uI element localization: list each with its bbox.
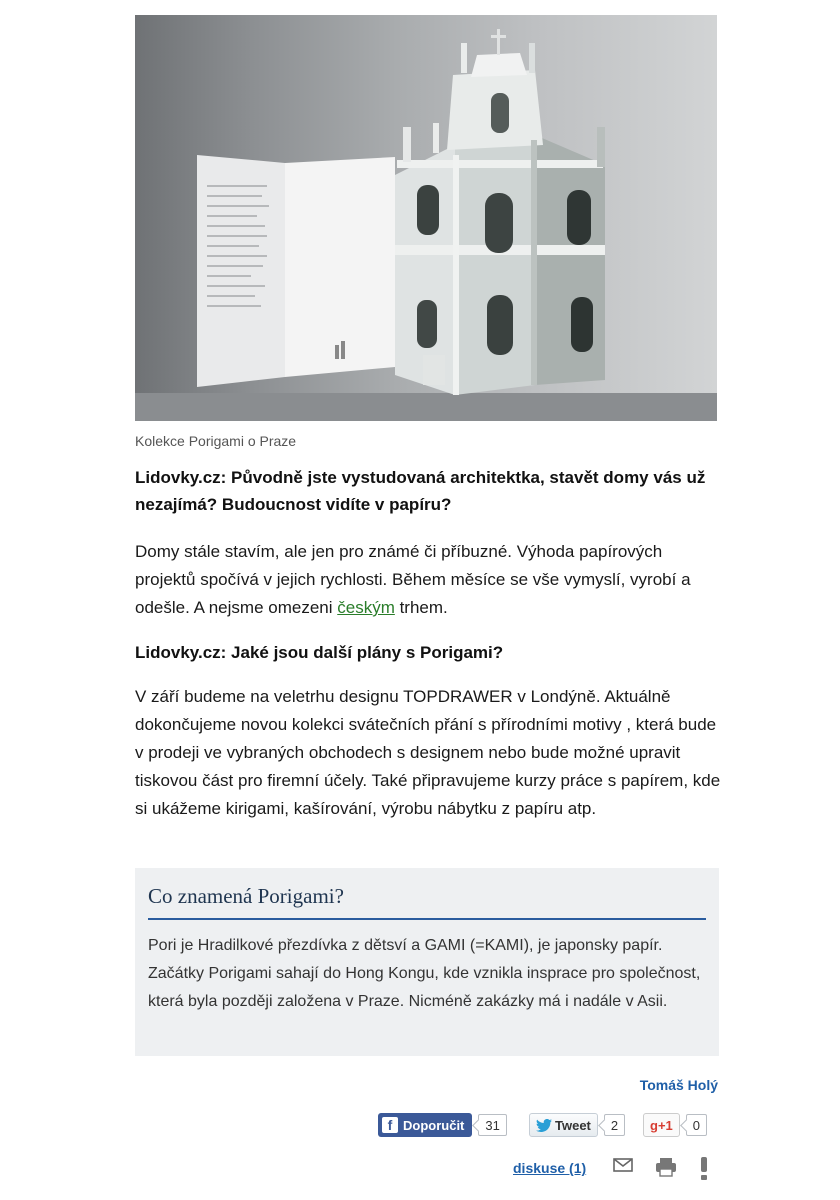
info-box-text: Pori je Hradilkové přezdívka z dětsví a GAMI (=KAMI), je japonsky papír. Začátky Porigami sahají do Hong Kongu, kde vznikla inspracе pro společnost, která byla později založena v Praze. Nicméně zakázky má i nadále v Asii.: [148, 937, 701, 1010]
gplus-share: [643, 1113, 707, 1137]
photo-caption: Kolekce Porigami o Praze: [135, 433, 297, 449]
twitter-share: [529, 1113, 625, 1137]
print-icon[interactable]: [655, 1157, 677, 1177]
answer-2: V září budeme na veletrhu designu TOPDRAWER v Londýně. Aktuálně dokončujeme novou kolekci svátečních přání s přírodními motivy , která bude v prodeji ve vybraných obchodech s designem nebo bude možné upravit tiskovou část pro firemní účely. Také připravujeme kurzy práce s papírem, kde si ukážeme kirigami, kašírování, výrobu nábytku z papíru atp.: [135, 687, 721, 818]
cesky-link[interactable]: českým: [337, 598, 395, 617]
church-paper-model-illustration: [135, 15, 717, 421]
facebook-recommend-button[interactable]: [378, 1113, 472, 1137]
google-plus-one-button[interactable]: [643, 1113, 680, 1137]
answer-1-text-start: Domy stále stavím, ale jen pro známé či příbuzné. Výhoda papírových projektů spočívá v jejich rychlosti. Během měsíce se vše vymyslí, vyrobí a odešle. A nejsme omezeni: [135, 542, 691, 617]
author-link[interactable]: Tomáš Holý: [639, 1077, 718, 1093]
article-photo: [135, 15, 717, 421]
twitter-bird-icon: [536, 1119, 552, 1132]
google-plus-icon: g+1: [650, 1117, 673, 1133]
info-box-title: Co znamená Porigami?: [148, 884, 706, 920]
twitter-count: 2: [604, 1114, 625, 1136]
report-error-icon[interactable]: [698, 1157, 710, 1181]
question-1: Lidovky.cz: Původně jste vystudovaná architektka, stavět domy vás už nezajímá? Budoucnost vidíte v papíru?: [135, 468, 706, 514]
facebook-count: 31: [478, 1114, 506, 1136]
answer-1-text-end: trhem.: [394, 598, 448, 617]
email-icon[interactable]: [613, 1157, 633, 1173]
facebook-icon: f: [382, 1117, 398, 1133]
question-2: Lidovky.cz: Jaké jsou další plány s Porigami?: [135, 643, 504, 662]
info-box: [135, 868, 719, 1056]
facebook-share: [378, 1113, 507, 1137]
answer-1: [135, 538, 725, 622]
facebook-recommend-label: Doporučit: [403, 1117, 465, 1133]
tweet-label: Tweet: [555, 1117, 591, 1133]
gplus-count: 0: [686, 1114, 707, 1136]
discussion-link[interactable]: diskuse (1): [513, 1160, 587, 1176]
tweet-button[interactable]: [529, 1113, 598, 1137]
